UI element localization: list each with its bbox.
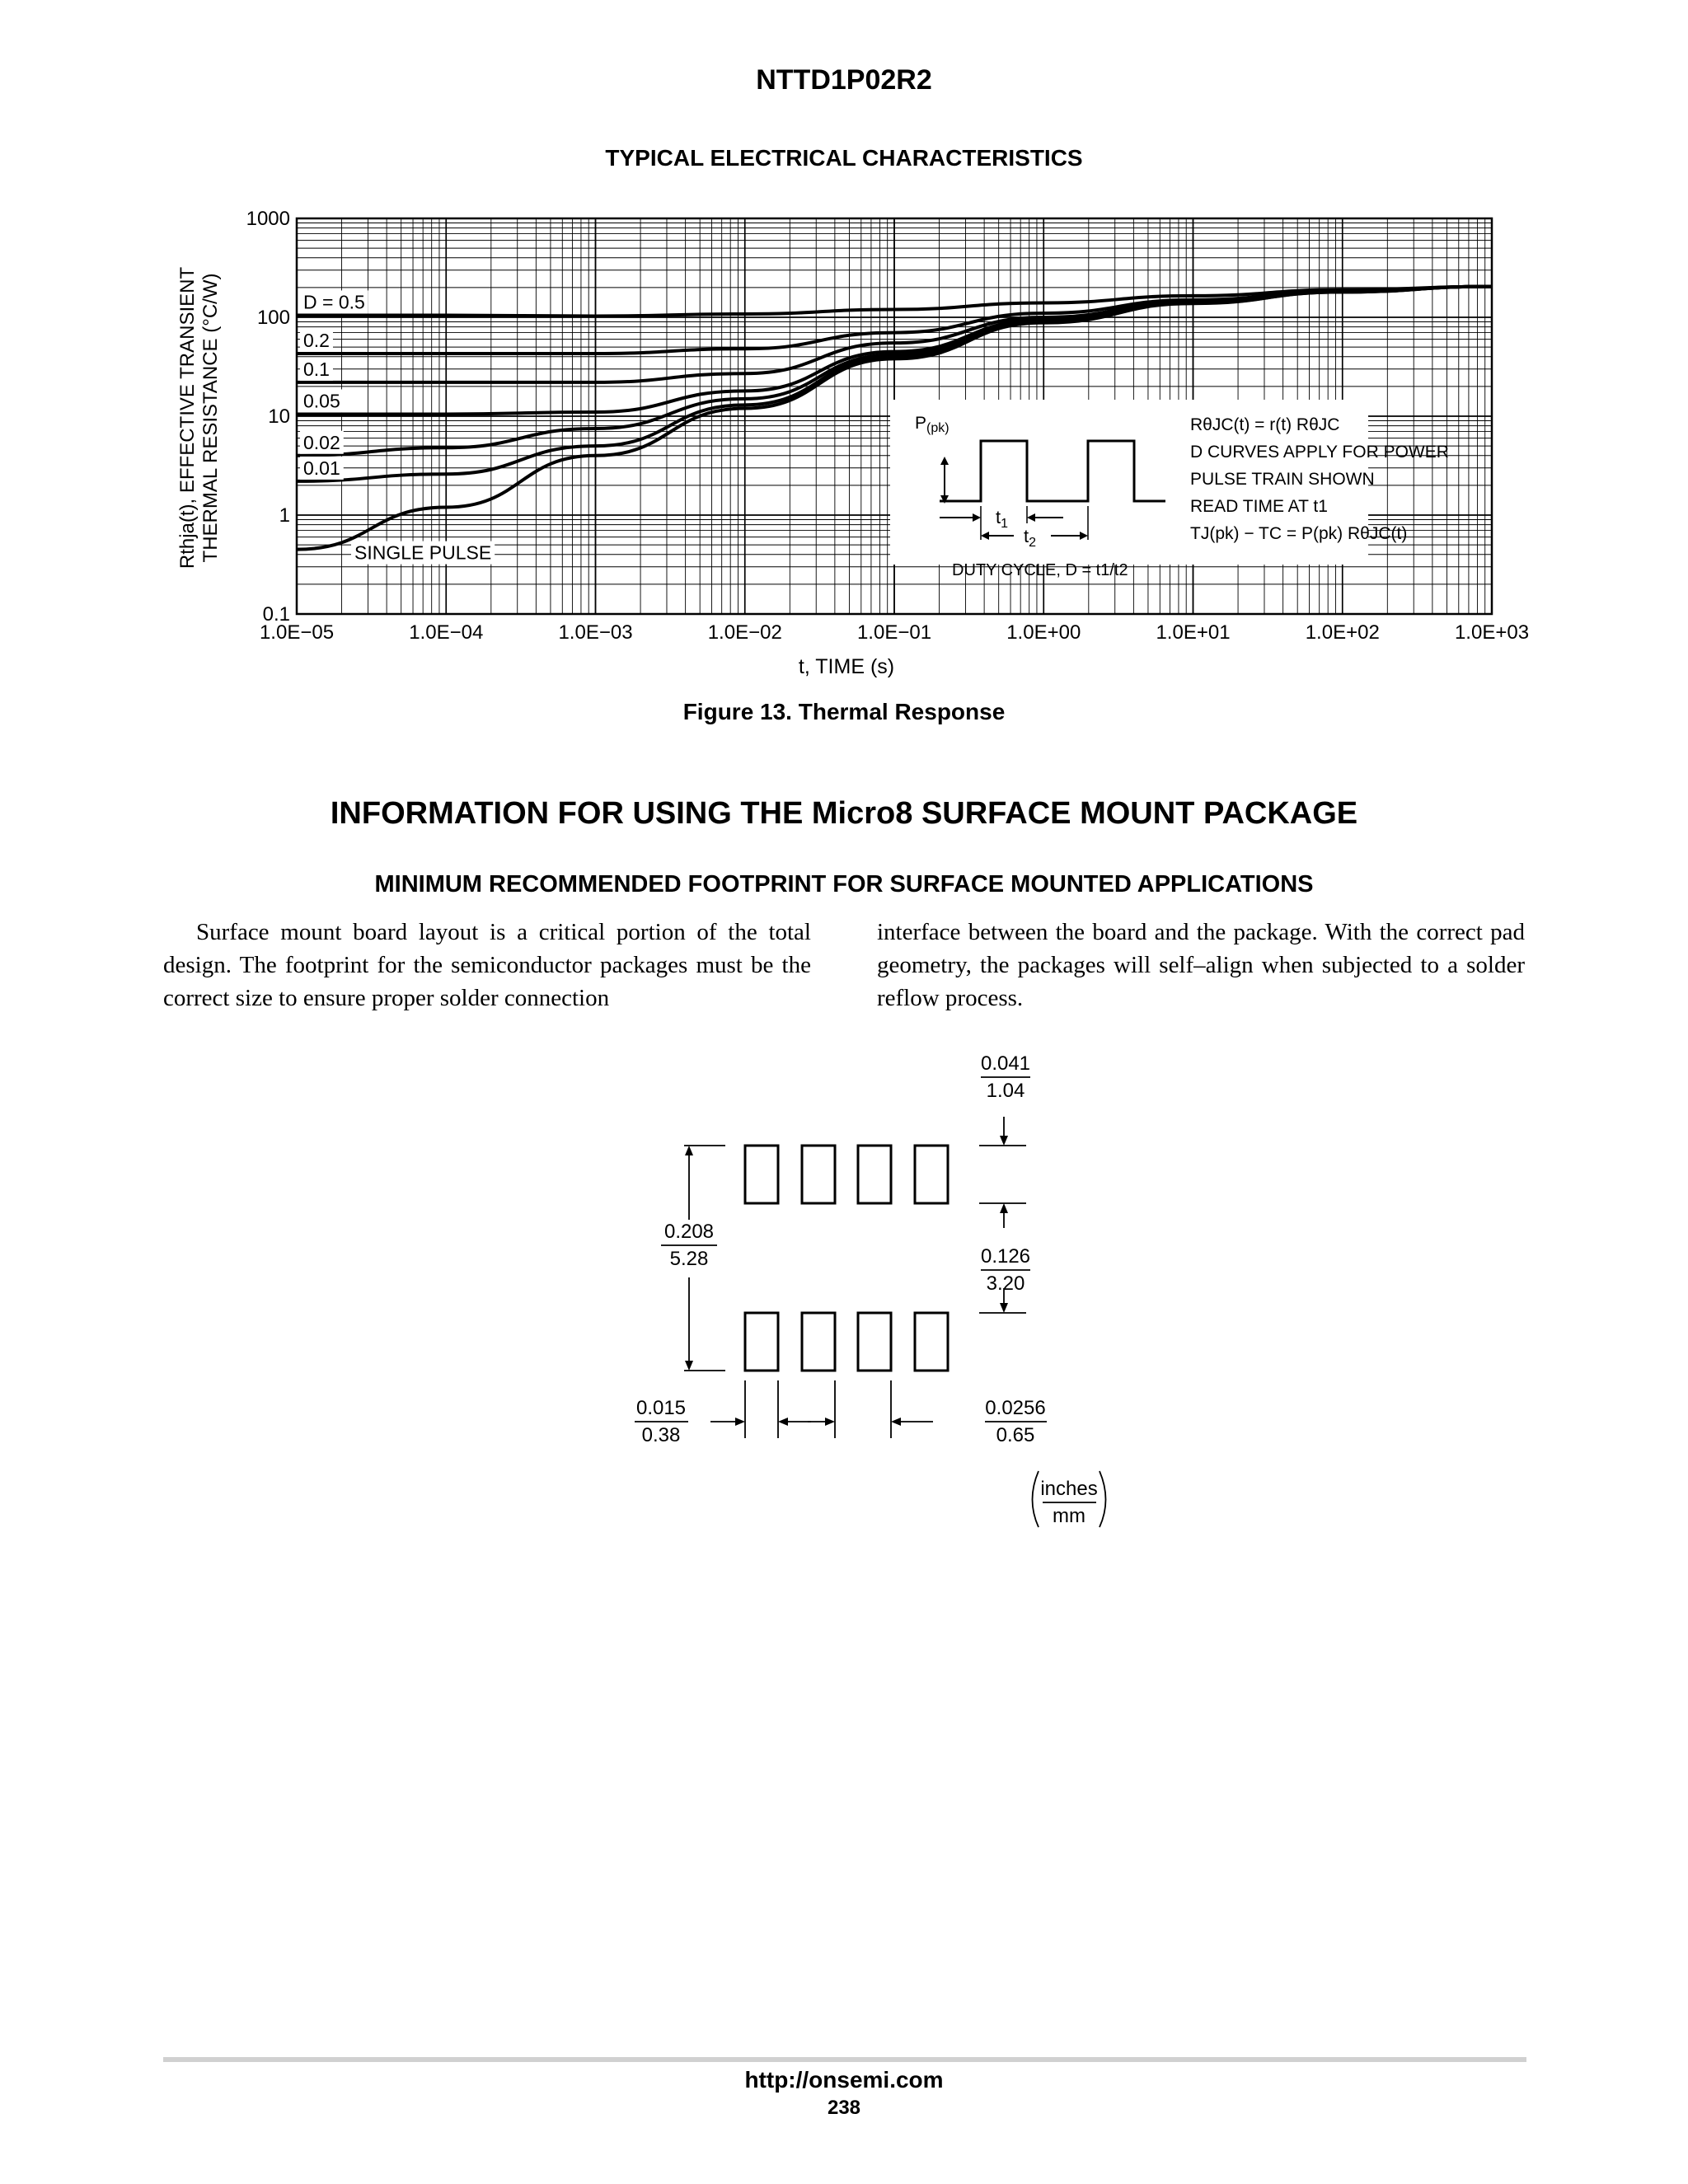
height-mm: 5.28 — [669, 1248, 709, 1270]
x-axis-label: t, TIME (s) — [798, 655, 895, 678]
pad — [858, 1313, 891, 1371]
y-tick-label: 10 — [268, 405, 290, 428]
x-tick-label: 1.0E+01 — [1156, 621, 1231, 644]
x-tick-label: 1.0E+02 — [1305, 621, 1380, 644]
x-tick-label: 1.0E+00 — [1006, 621, 1081, 644]
bottom-pads — [745, 1313, 948, 1371]
info-title: INFORMATION FOR USING THE Micro8 SURFACE MOUNT PACKAGE — [330, 796, 1358, 831]
inset-duty-cycle: DUTY CYCLE, D = t1/t2 — [952, 561, 1128, 579]
thermal-response-chart — [165, 206, 1533, 684]
inset-note: D CURVES APPLY FOR POWER — [1190, 443, 1449, 462]
pad-gap-mm: 3.20 — [986, 1272, 1025, 1295]
footer-url[interactable]: http://onsemi.com — [744, 2067, 944, 2093]
x-tick-label: 1.0E+03 — [1454, 621, 1530, 644]
pad — [858, 1146, 891, 1203]
page-number: 238 — [827, 2097, 861, 2119]
top-pads — [745, 1146, 948, 1203]
y-axis-label-line1: Rthja(t), EFFECTIVE TRANSIENT — [176, 266, 199, 569]
inset-note: RθJC(t) = r(t) RθJC — [1190, 415, 1340, 434]
figure-caption: Figure 13. Thermal Response — [682, 699, 1006, 724]
section-title: TYPICAL ELECTRICAL CHARACTERISTICS — [605, 145, 1083, 171]
inset-note: READ TIME AT t1 — [1190, 497, 1328, 516]
series-labels — [300, 290, 495, 564]
x-tick-label: 1.0E−02 — [707, 621, 782, 644]
series-label: D = 0.5 — [303, 291, 365, 313]
info-subtitle: MINIMUM RECOMMENDED FOOTPRINT FOR SURFACE MOUNTED APPLICATIONS — [374, 871, 1314, 898]
pitch-inches: 0.0256 — [985, 1397, 1046, 1419]
paragraph-left: Surface mount board layout is a critical portion of the total design. The footprint for the semiconductor packages must be the correct size to ensure proper solder connection — [163, 919, 811, 1011]
series-label: 0.1 — [303, 358, 330, 380]
duty-cycle-inset — [890, 400, 1449, 579]
units-paren-right — [1100, 1471, 1106, 1527]
inset-t1-label: $t_1$ — [996, 507, 1009, 531]
series-label: 0.01 — [303, 457, 340, 479]
pad — [745, 1313, 778, 1371]
units-inches: inches — [1040, 1478, 1098, 1500]
pad — [915, 1146, 948, 1203]
inset-note: TJ(pk) − TC = P(pk) RθJC(t) — [1190, 524, 1408, 543]
x-tick-label: 1.0E−04 — [409, 621, 484, 644]
x-tick-label: 1.0E−01 — [856, 621, 932, 644]
pad-width-inches: 0.015 — [635, 1397, 687, 1419]
pad — [745, 1146, 778, 1203]
inset-ppk-label: P(pk) — [915, 414, 950, 435]
x-tick-label: 1.0E−03 — [558, 621, 633, 644]
pad — [915, 1313, 948, 1371]
y-tick-label: 100 — [256, 307, 290, 329]
x-tick-label: 1.0E−05 — [259, 621, 335, 644]
footer-rule — [163, 2057, 1526, 2062]
pad-width-mm: 0.38 — [641, 1424, 681, 1446]
y-tick-label: 1000 — [246, 208, 290, 230]
pad — [802, 1313, 835, 1371]
footprint-diagram — [610, 1034, 1137, 1529]
page-title: NTTD1P02R2 — [756, 64, 932, 96]
units-mm: mm — [1053, 1505, 1085, 1527]
y-tick-label: 1 — [279, 504, 290, 527]
pad-length-inches: 0.041 — [980, 1052, 1031, 1075]
inset-note: PULSE TRAIN SHOWN — [1190, 470, 1375, 489]
pitch-mm: 0.65 — [996, 1424, 1035, 1446]
series-label: 0.2 — [303, 329, 330, 351]
pad — [802, 1146, 835, 1203]
units-paren-left — [1033, 1471, 1039, 1527]
paragraph-right: interface between the board and the package. With the correct pad geometry, the packages will self–align when subjected to a solder reflow process. — [877, 919, 1525, 1011]
y-tick-label: 0.1 — [262, 603, 290, 626]
series-label: 0.02 — [303, 431, 340, 453]
pad-gap-inches: 0.126 — [980, 1245, 1031, 1268]
series-label: 0.05 — [303, 390, 340, 412]
inset-t2-label: $t_2$ — [1024, 526, 1037, 550]
y-axis-label-line2: THERMAL RESISTANCE (°C/W) — [199, 273, 222, 563]
series-label: SINGLE PULSE — [354, 541, 492, 564]
height-inches: 0.208 — [663, 1221, 715, 1243]
pad-length-mm: 1.04 — [986, 1080, 1025, 1102]
